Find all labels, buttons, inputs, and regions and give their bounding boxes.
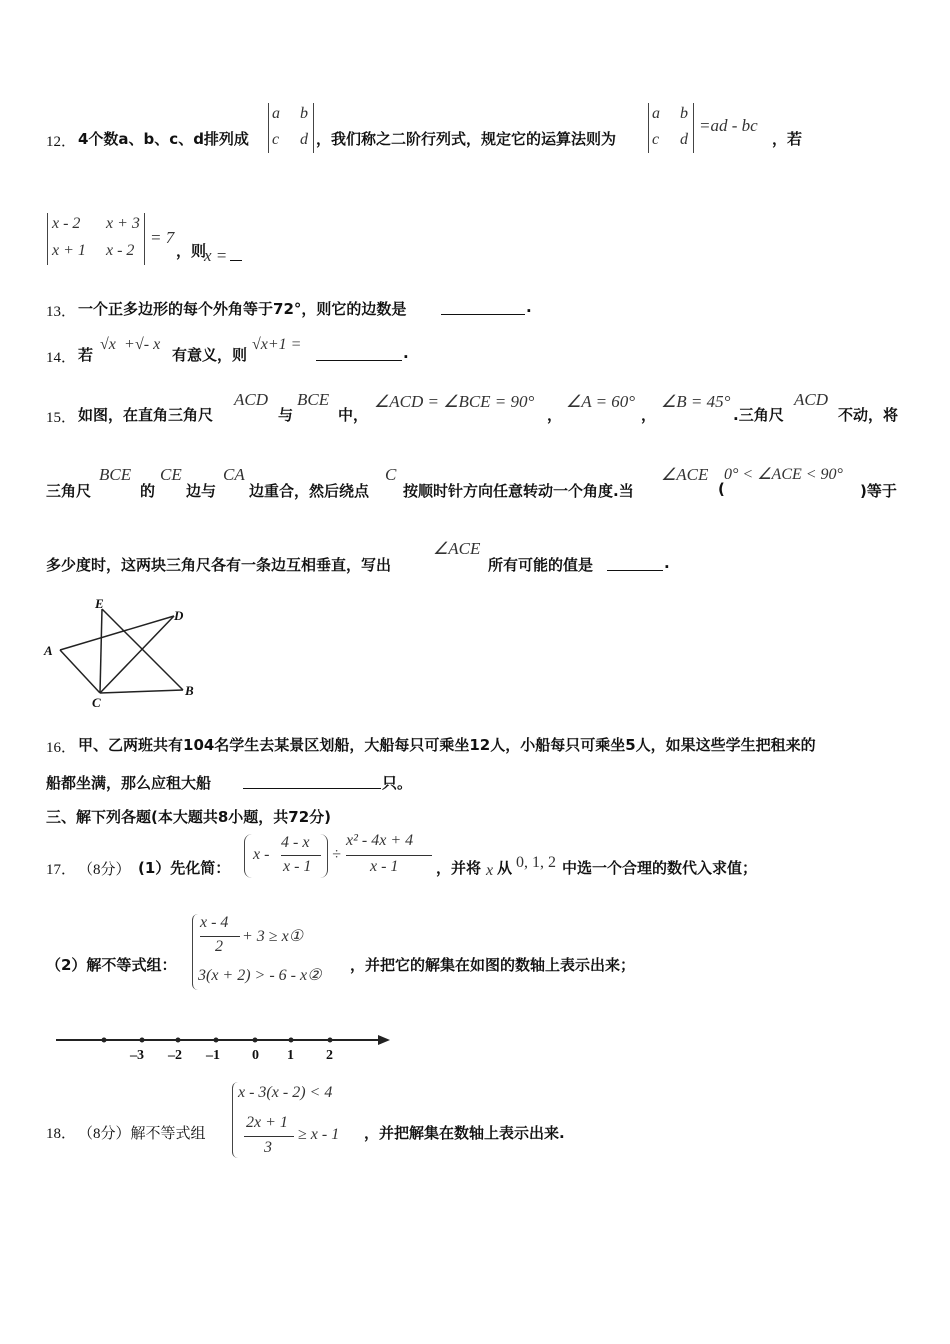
label-C: C [92, 695, 101, 710]
det-entry: x - 2 [106, 242, 135, 259]
q12-intro: 4个数a、b、c、d排列成 [78, 130, 249, 148]
fraction-numerator: x - 4 [200, 914, 229, 931]
q15-line3-a: 多少度时，这两块三角尺各有一条边互相垂直，写出 [46, 556, 392, 574]
det-entry: a [652, 105, 660, 122]
q12-formula: =ad - bc [699, 116, 758, 135]
q16-end: 只。 [382, 774, 413, 792]
q12-determinant-2 [648, 103, 694, 153]
tick-label: –3 [130, 1048, 144, 1063]
tick-label: 0 [252, 1048, 259, 1063]
q14-answer-blank[interactable] [316, 346, 402, 361]
tick-dot [176, 1038, 181, 1043]
edge-CB [100, 690, 183, 693]
q15-line2-d: 边重合，然后绕点 [249, 482, 370, 500]
fraction-denominator: x - 1 [370, 858, 399, 875]
q17-paren-group [244, 834, 328, 878]
fraction-bar [346, 855, 432, 856]
fraction-numerator: 2x + 1 [246, 1114, 288, 1131]
q18-end: ，并把解集在数轴上表示出来. [364, 1124, 565, 1142]
det-entry: c [272, 131, 280, 148]
q15-line1-e: 不动，将 [838, 406, 899, 424]
det-entry: x - 2 [52, 215, 81, 232]
tick-label: 2 [326, 1048, 333, 1063]
fraction-bar [244, 1136, 294, 1137]
q15-answer-blank[interactable] [607, 556, 663, 571]
det-entry: b [300, 105, 308, 122]
q15-acd-2: ACD [794, 390, 828, 409]
q17-number: 17． [46, 862, 77, 878]
q15-ce: CE [160, 465, 182, 484]
q15-bce-2: BCE [99, 465, 132, 484]
fraction-bar [281, 855, 321, 856]
q17-number-line [54, 1028, 394, 1068]
fraction-numerator: 4 - x [281, 834, 310, 851]
q17-points: （8分） [78, 862, 131, 878]
fraction-denominator: x - 1 [283, 858, 312, 875]
q15-condition-2: ∠A = 60° [566, 392, 636, 411]
separator: ， [547, 406, 563, 424]
q16-line1: 甲、乙两班共有104名学生去某景区划船，大船每只可乘坐12人，小船每只可乘坐5人，如果这些学生把租来的 [78, 736, 816, 754]
q17-cong: 从 [497, 859, 513, 877]
label-A: A [44, 643, 53, 658]
q14-mid: 有意义，则 [172, 346, 248, 364]
det-entry: a [272, 105, 280, 122]
fraction-denominator: 2 [215, 938, 223, 955]
q18-inequality-2: ≥ x - 1 [298, 1126, 340, 1143]
q17-part1-label: (1）先化简： [138, 859, 231, 877]
fraction-denominator: 3 [264, 1139, 272, 1156]
tick-label: –1 [206, 1048, 220, 1063]
q12-end: ，若 [772, 130, 803, 148]
det-entry: x + 1 [52, 242, 86, 259]
q15-line1-a: 如图，在直角三角尺 [78, 406, 214, 424]
fraction-numerator: x² - 4x + 4 [346, 832, 414, 849]
det-entry: b [680, 105, 688, 122]
det-entry: d [300, 131, 308, 148]
q13-number: 13． [46, 304, 77, 320]
q15-bce: BCE [297, 390, 330, 409]
q18-points: （8分）解不等式组 [78, 1126, 206, 1142]
tick-label: –2 [168, 1048, 182, 1063]
q14-expr-1b: √- x [135, 336, 161, 353]
label-E: E [95, 596, 104, 611]
q14-plus: + [124, 336, 135, 353]
section-3-heading: 三、解下列各题(本大题共8小题，共72分) [46, 808, 332, 826]
q15-condition-1: ∠ACD = ∠BCE = 90° [374, 392, 535, 411]
q12-mid: ，我们称之二阶行列式，规定它的运算法则为 [316, 130, 617, 148]
q15-line3-b: 所有可能的值是 [488, 556, 594, 574]
q15-ace: ∠ACE [661, 465, 709, 484]
paren-open: ( [718, 480, 725, 498]
q12-then: ，则 [176, 242, 207, 260]
q17-rest: ，并将 [436, 859, 482, 877]
q15-line2-f: )等于 [860, 482, 897, 500]
q16-number: 16． [46, 740, 77, 756]
q15-ca: CA [223, 465, 245, 484]
tick-dot [102, 1038, 107, 1043]
q17-part2-label: （2）解不等式组： [46, 956, 177, 974]
q17-inequality-2: 3(x + 2) > - 6 - x② [198, 967, 322, 984]
divide-sign: ÷ [332, 846, 341, 863]
expr-part: x - [253, 846, 270, 863]
q12-answer-blank[interactable] [230, 246, 242, 261]
q12-determinant-1 [268, 103, 314, 153]
q14-expr-2: √x+1 = [252, 336, 302, 353]
det-entry: x + 3 [106, 215, 140, 232]
q14-end: . [403, 344, 409, 362]
q12-answer-prefix: x = [204, 246, 228, 265]
q13-answer-blank[interactable] [441, 300, 525, 315]
q15-end: . [664, 554, 670, 572]
fraction-bar [200, 936, 240, 937]
q15-line1-c: 中， [338, 406, 369, 424]
q17-set: 0, 1, 2 [516, 854, 556, 871]
q17-rest2: 中选一个合理的数代入求值； [562, 859, 758, 877]
q18-inequality-1: x - 3(x - 2) < 4 [238, 1084, 333, 1101]
q13-end: . [526, 298, 532, 316]
q12-determinant-3 [47, 213, 145, 265]
q12-eq: = 7 [150, 228, 175, 247]
q15-line2-c: 边与 [186, 482, 217, 500]
q17-variable-x: x [486, 862, 494, 879]
q14-number: 14． [46, 350, 77, 366]
edge-CE [100, 609, 102, 693]
tick-label: 1 [287, 1048, 294, 1063]
q15-range: 0° < ∠ACE < 90° [724, 466, 843, 483]
q12-number: 12． [46, 134, 77, 150]
q15-triangle-figure [40, 592, 210, 712]
q17-part2-end: ，并把它的解集在如图的数轴上表示出来； [350, 956, 636, 974]
tick-dot [328, 1038, 333, 1043]
edge-AC [60, 650, 100, 693]
label-B: B [185, 683, 194, 698]
separator: ， [641, 406, 657, 424]
q15-line1-b: 与 [278, 406, 294, 424]
q16-line2: 船都坐满，那么应租大船 [46, 774, 212, 792]
q16-answer-blank[interactable] [243, 774, 381, 789]
q15-point-c: C [385, 465, 397, 484]
q15-ace-2: ∠ACE [433, 539, 481, 558]
q18-number: 18． [46, 1126, 77, 1142]
tick-dot [214, 1038, 219, 1043]
q15-acd: ACD [234, 390, 268, 409]
q14-ruo: 若 [78, 346, 94, 364]
q13-text: 一个正多边形的每个外角等于72°，则它的边数是 [78, 300, 407, 318]
q15-line1-d: .三角尺 [733, 406, 784, 424]
tick-dot [253, 1038, 258, 1043]
q15-condition-3: ∠B = 45° [661, 392, 731, 411]
q14-expr-1a: √x [100, 336, 116, 353]
label-D: D [174, 608, 184, 623]
q17-inequality-1: + 3 ≥ x① [242, 928, 304, 945]
q15-line2-b: 的 [140, 482, 156, 500]
q15-line2-a: 三角尺 [46, 482, 92, 500]
axis-arrow [378, 1035, 390, 1045]
det-entry: c [652, 131, 660, 148]
tick-dot [140, 1038, 145, 1043]
tick-dot [289, 1038, 294, 1043]
q15-number: 15． [46, 410, 77, 426]
det-entry: d [680, 131, 688, 148]
q15-line2-e: 按顺时针方向任意转动一个角度.当 [403, 482, 634, 500]
